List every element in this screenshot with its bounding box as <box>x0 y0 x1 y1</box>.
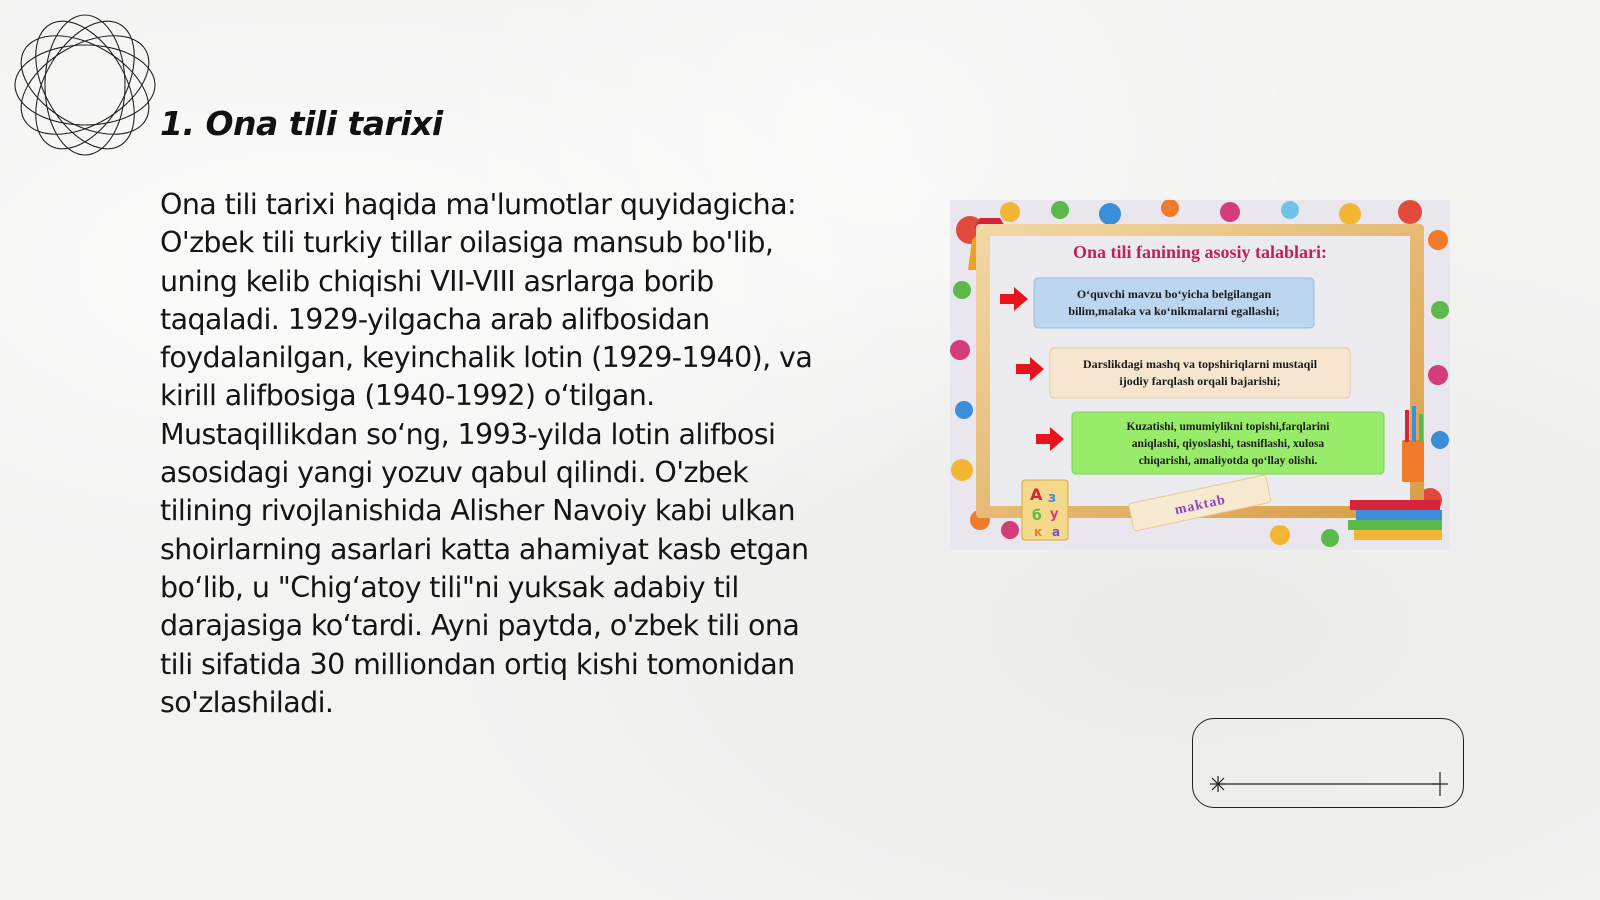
svg-text:ijodiy farqlash orqali bajaris: ijodiy farqlash orqali bajarishi; <box>1119 374 1281 388</box>
svg-text:Kuzatishi, umumiylikni topishi: Kuzatishi, umumiylikni topishi,farqlarini <box>1126 421 1330 433</box>
svg-text:А: А <box>1030 485 1043 504</box>
svg-text:у: у <box>1050 507 1059 522</box>
decorative-line <box>1208 772 1453 796</box>
svg-text:з: з <box>1048 490 1057 506</box>
books-icon <box>1348 500 1442 540</box>
poster-item-1 <box>1000 278 1314 328</box>
pencil-cup-icon <box>1402 406 1424 482</box>
alphabet-block-icon <box>1022 480 1068 540</box>
svg-text:б: б <box>1032 508 1042 524</box>
cross-star-icon <box>1432 772 1448 796</box>
slide-body-text: Ona tili tarixi haqida ma'lumotlar quyidagicha: O'zbek tili turkiy tillar oilasiga mansub bo'lib, uning kelib chiqishi VII-VIII asrlarga borib taqaladi. 1929-yilgacha arab alifbosidan foydalanilgan, keyinchalik lotin (1929-1940), va kirill alifbosiga (1940-1992) o‘tilgan. Mustaqillikdan so‘ng, 1993-yilda lotin alifbosi asosidagi yangi yozuv qabul qilindi. O'zbek tilining rivojlanishida Alisher Navoiy kabi ulkan shoirlarning asarlari katta ahamiyat kasb etgan bo‘lib, u "Chig‘atoy tili"ni yuksak adabiy til darajasiga ko‘tardi. Ayni paytda, o'zbek tili ona tili sifatida 30 milliondan ortiq kishi tomonidan so'zlashiladi. <box>160 188 813 719</box>
slide-title: 1. Ona tili tarixi <box>160 104 443 143</box>
svg-text:aniqlashi, qiyoslashi, tasnifl: aniqlashi, qiyoslashi, tasniflashi, xulosa <box>1131 438 1325 450</box>
school-poster-image <box>950 200 1450 550</box>
svg-text:к: к <box>1034 525 1043 539</box>
svg-text:Darslikdagi mashq va topshiriq: Darslikdagi mashq va topshiriqlarni mustaqil <box>1082 357 1318 371</box>
svg-text:O‘quvchi mavzu bo‘yicha belgil: O‘quvchi mavzu bo‘yicha belgilangan <box>1076 287 1272 301</box>
svg-text:а: а <box>1052 525 1061 539</box>
svg-text:maktab: maktab <box>1173 492 1228 519</box>
svg-text:bilim,malaka va ko‘nikmalarni: bilim,malaka va ko‘nikmalarni egallashi; <box>1068 304 1280 318</box>
poster-item-3 <box>1036 412 1384 474</box>
svg-text:chiqarishi, amaliyotda qo‘llay: chiqarishi, amaliyotda qo‘llay olishi. <box>1138 455 1318 467</box>
poster-item-2 <box>1016 348 1350 398</box>
ring-logo-icon <box>10 10 160 160</box>
sparkle-icon <box>1210 776 1226 792</box>
poster-heading: Ona tili fanining asosiy talablari: <box>1072 242 1328 262</box>
